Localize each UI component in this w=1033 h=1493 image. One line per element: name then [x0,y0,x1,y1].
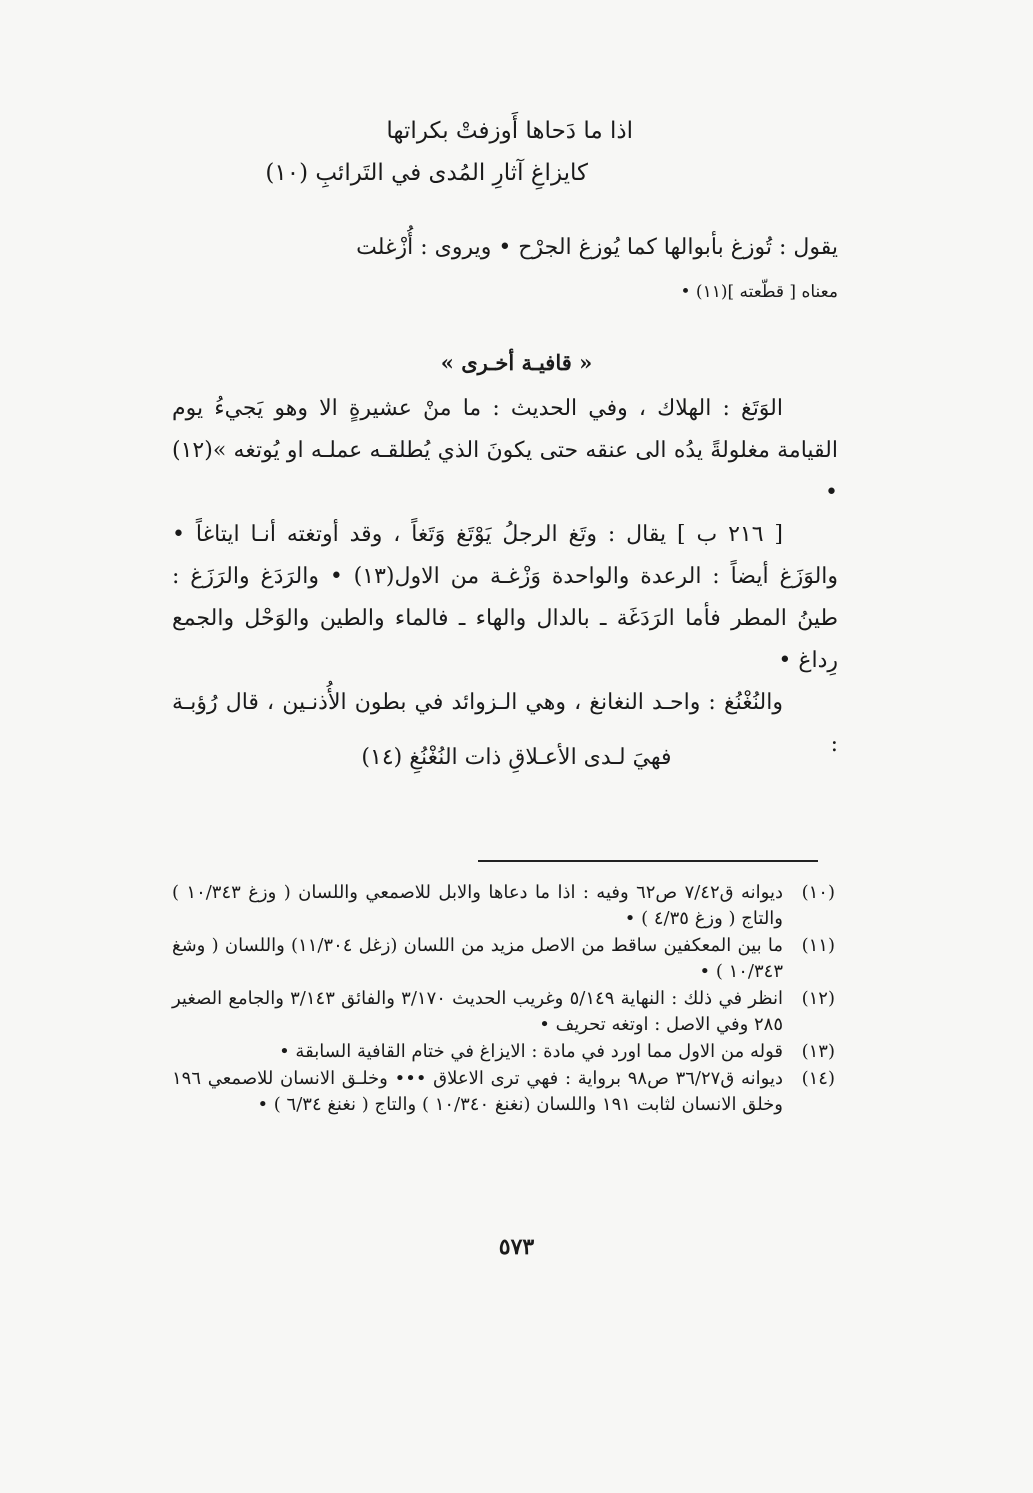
verse-line-1: اذا ما دَحاها أَوزفتْ بكراتها [386,118,633,144]
main-text [172,388,838,766]
commentary-paragraph [172,226,838,314]
footnote-text: ديوانه ق٣٦/٢٧ ص٩٨ برواية : فهي ترى الاعلاق ••• وخلـق الانسان للاصمعي ١٩٦ وخلق الانسان لثابت ١٩١ واللسان (نغنغ ١٠/٣٤٠ ) والتاج ( نغنغ ٦/٣٤ ) • [172,1068,783,1115]
commentary-line-1: يقول : تُوزغ بأبوالها كما يُوزغ الجرْح • ويروى : أُزْغلت [356,235,838,260]
footnote-number: (١١) [801,935,835,956]
footnotes [172,880,835,1119]
footnote-10 [172,880,835,932]
footnote-14 [172,1066,835,1118]
body-paragraph-1: الوَتَغ : الهلاك ، وفي الحديث : ما منْ عشيرةٍ الا وهو يَجيءُ يوم القيامة مغلولةً يدُه الى عنقه حتى يكونَ الذي يُطلقـه عملـه او يُوتغه »(١٢) • [172,396,838,505]
footnote-number: (١٢) [801,988,835,1009]
footnote-13 [172,1039,835,1065]
body-paragraph-2: [ ٢١٦ ب ] يقال : وتَغ الرجلُ يَوْتَغ وَتَغاً ، وقد أوتغته أنـا ايتاغاً • والوَزَغ أيضاً : الرعدة والواحدة وَزْغـة من الاول(١٣) • والرَدَغ والرَزَغ : طينُ المطر فأما الرَدَغَة ـ بالدال والهاء ـ فالماء والطين والوَحْل والجمع رِداغ • [172,522,839,673]
footnote-text: قوله من الاول مما اورد في مادة : الايزاغ في ختام القافية السابقة • [279,1041,783,1062]
body-paragraph-3: والنُغْنُغ : واحـد النغانغ ، وهي الـزوائد في بطون الأُذنـين ، قال رُؤبـة : [172,690,838,757]
footnote-divider [478,860,818,862]
footnote-number: (١٣) [801,1041,835,1062]
footnote-11 [172,933,835,985]
footnote-text: انظر في ذلك : النهاية ٥/١٤٩ وغريب الحديث ٣/١٧٠ والفائق ٣/١٤٣ والجامع الصغير ٢٨٥ وفي الاصل : اوتغه تحريف • [172,988,784,1035]
page-number: ٥٧٣ [498,1234,535,1260]
verse-line-2: كايزاغِ آثارِ المُدى في التَرائبِ (١٠) [265,160,588,186]
section-heading: « قافيـة أخـرى » [440,350,593,375]
footnote-number: (١٠) [801,882,835,903]
footnote-text: ما بين المعكفين ساقط من الاصل مزيد من اللسان (زغل ١١/٣٠٤) واللسان ( وشغ ١٠/٣٤٣ ) • [172,935,783,982]
commentary-line-2: معناه [ قطّعته ](١١) • [680,282,838,302]
footnote-12 [172,986,835,1038]
footnote-text: ديوانه ق٧/٤٢ ص٦٢ وفيه : اذا ما دعاها والابل للاصمعي واللسان ( وزغ ١٠/٣٤٣ ) والتاج ( وزغ ٤/٣٥ ) • [172,882,783,929]
quoted-verse: فهيَ لـدى الأعـلاقِ ذات النُغْنُغِ (١٤) [361,745,672,770]
footnote-number: (١٤) [801,1068,835,1089]
